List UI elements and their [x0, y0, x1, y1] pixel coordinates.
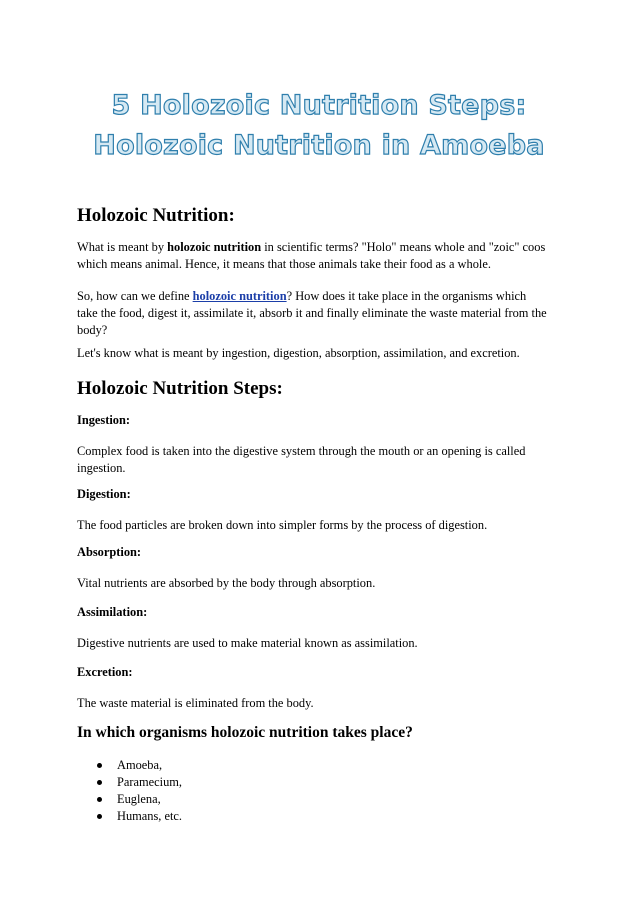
step-text-excretion: The waste material is eliminated from the body.	[77, 696, 314, 710]
title-line-1: 5 Holozoic Nutrition Steps:	[111, 90, 527, 121]
overview-paragraph: Let's know what is meant by ingestion, digestion, absorption, assimilation, and excretion.	[77, 346, 520, 360]
definition-paragraph	[77, 288, 547, 339]
list-item-text: Euglena,	[117, 792, 161, 806]
step-text-ingestion: Complex food is taken into the digestive system through the mouth or an opening is called ingestion.	[77, 444, 526, 475]
section-heading-holozoic-nutrition: Holozoic Nutrition:	[77, 205, 235, 226]
step-name-excretion: Excretion:	[77, 665, 133, 679]
list-item-text: Humans, etc.	[117, 809, 183, 823]
bullet-icon	[97, 780, 102, 785]
section-heading-steps: Holozoic Nutrition Steps:	[77, 378, 283, 399]
list-item	[77, 774, 182, 791]
title-line-2: Holozoic Nutrition in Amoeba	[93, 130, 545, 161]
intro-text-1: What is meant by	[77, 240, 168, 254]
definition-text-2: ? How does it take place in the organisms which take the food, digest it, assimilate it, absorb it and finally eliminate the waste material from the body?	[77, 289, 547, 337]
list-item-text: Amoeba,	[117, 758, 163, 772]
bullet-icon	[97, 797, 102, 802]
intro-bold-term: holozoic nutrition	[167, 240, 262, 254]
bullet-icon	[97, 763, 102, 768]
step-text-digestion: The food particles are broken down into simpler forms by the process of digestion.	[77, 518, 488, 532]
list-item	[77, 808, 182, 825]
intro-text-2: in scientific terms? "Holo" means whole and "zoic" coos which means animal. Hence, it means that those animals take their food as a whole.	[77, 240, 546, 271]
step-name-assimilation: Assimilation:	[77, 605, 148, 619]
step-name-digestion: Digestion:	[77, 487, 131, 501]
bullet-icon	[97, 814, 102, 819]
step-name-absorption: Absorption:	[77, 545, 142, 559]
list-item-text: Paramecium,	[117, 775, 183, 789]
holozoic-nutrition-link[interactable]: holozoic nutrition	[192, 289, 287, 303]
section-heading-organisms: In which organisms holozoic nutrition takes place?	[77, 724, 413, 741]
intro-paragraph	[77, 239, 547, 273]
step-text-absorption: Vital nutrients are absorbed by the body through absorption.	[77, 576, 376, 590]
list-item	[77, 791, 182, 808]
organism-list	[77, 757, 182, 825]
list-item	[77, 757, 182, 774]
step-name-ingestion: Ingestion:	[77, 413, 131, 427]
definition-text-1: So, how can we define	[77, 289, 193, 303]
step-text-assimilation: Digestive nutrients are used to make material known as assimilation.	[77, 636, 418, 650]
